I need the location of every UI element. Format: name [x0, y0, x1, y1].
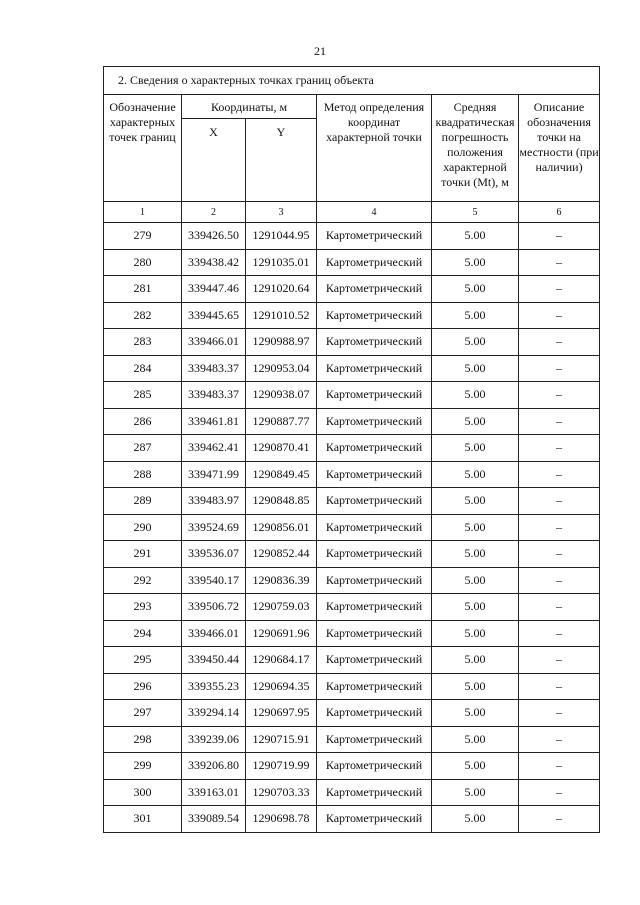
cell-mt: 5.00	[432, 700, 519, 727]
cell-y: 1290848.85	[246, 488, 317, 515]
cell-mt: 5.00	[432, 753, 519, 780]
cell-point-id: 287	[104, 435, 182, 462]
cell-x: 339163.01	[182, 779, 246, 806]
column-number: 1	[104, 202, 182, 223]
header-designation: Обозначение характерных точек границ	[104, 95, 182, 202]
table-row	[104, 249, 600, 276]
cell-description: –	[519, 726, 600, 753]
cell-x: 339206.80	[182, 753, 246, 780]
table-row	[104, 514, 600, 541]
cell-mt: 5.00	[432, 594, 519, 621]
cell-point-id: 301	[104, 806, 182, 833]
table-row	[104, 753, 600, 780]
table-row	[104, 461, 600, 488]
cell-method: Картометрический	[317, 514, 432, 541]
cell-point-id: 292	[104, 567, 182, 594]
header-x: X	[182, 119, 246, 202]
cell-y: 1290691.96	[246, 620, 317, 647]
cell-method: Картометрический	[317, 594, 432, 621]
cell-description: –	[519, 329, 600, 356]
cell-y: 1290836.39	[246, 567, 317, 594]
cell-y: 1291010.52	[246, 302, 317, 329]
cell-description: –	[519, 382, 600, 409]
cell-method: Картометрический	[317, 461, 432, 488]
cell-description: –	[519, 567, 600, 594]
page-number: 21	[314, 44, 326, 58]
cell-mt: 5.00	[432, 567, 519, 594]
cell-x: 339483.97	[182, 488, 246, 515]
cell-mt: 5.00	[432, 408, 519, 435]
column-number: 6	[519, 202, 600, 223]
table-row	[104, 620, 600, 647]
cell-x: 339294.14	[182, 700, 246, 727]
cell-method: Картометрический	[317, 435, 432, 462]
cell-method: Картометрический	[317, 779, 432, 806]
cell-description: –	[519, 541, 600, 568]
cell-x: 339461.81	[182, 408, 246, 435]
table-row	[104, 726, 600, 753]
cell-method: Картометрический	[317, 673, 432, 700]
cell-description: –	[519, 700, 600, 727]
cell-description: –	[519, 435, 600, 462]
cell-x: 339466.01	[182, 620, 246, 647]
column-number: 4	[317, 202, 432, 223]
cell-x: 339524.69	[182, 514, 246, 541]
cell-mt: 5.00	[432, 276, 519, 303]
cell-x: 339540.17	[182, 567, 246, 594]
table-row	[104, 700, 600, 727]
cell-x: 339483.37	[182, 355, 246, 382]
table-row	[104, 302, 600, 329]
cell-x: 339438.42	[182, 249, 246, 276]
cell-mt: 5.00	[432, 223, 519, 250]
cell-point-id: 295	[104, 647, 182, 674]
boundary-points-table	[103, 66, 600, 833]
cell-y: 1290953.04	[246, 355, 317, 382]
cell-description: –	[519, 355, 600, 382]
header-coordinates: Координаты, м	[182, 95, 317, 119]
cell-y: 1290684.17	[246, 647, 317, 674]
cell-description: –	[519, 488, 600, 515]
cell-y: 1291044.95	[246, 223, 317, 250]
table-row	[104, 382, 600, 409]
cell-mt: 5.00	[432, 329, 519, 356]
table-body	[104, 223, 600, 833]
cell-point-id: 290	[104, 514, 182, 541]
cell-mt: 5.00	[432, 541, 519, 568]
cell-mt: 5.00	[432, 514, 519, 541]
cell-description: –	[519, 673, 600, 700]
cell-method: Картометрический	[317, 726, 432, 753]
cell-x: 339466.01	[182, 329, 246, 356]
cell-x: 339239.06	[182, 726, 246, 753]
cell-y: 1290715.91	[246, 726, 317, 753]
cell-y: 1290703.33	[246, 779, 317, 806]
table-row	[104, 567, 600, 594]
cell-point-id: 296	[104, 673, 182, 700]
cell-mt: 5.00	[432, 726, 519, 753]
cell-method: Картометрический	[317, 567, 432, 594]
table-row	[104, 223, 600, 250]
table-row	[104, 806, 600, 833]
cell-point-id: 285	[104, 382, 182, 409]
cell-y: 1290988.97	[246, 329, 317, 356]
cell-point-id: 293	[104, 594, 182, 621]
cell-y: 1291020.64	[246, 276, 317, 303]
column-number: 2	[182, 202, 246, 223]
cell-point-id: 283	[104, 329, 182, 356]
header-description: Описание обозначения точки на местности (при наличии)	[519, 95, 600, 202]
cell-method: Картометрический	[317, 276, 432, 303]
cell-point-id: 282	[104, 302, 182, 329]
table-row	[104, 779, 600, 806]
cell-y: 1290938.07	[246, 382, 317, 409]
cell-mt: 5.00	[432, 461, 519, 488]
cell-y: 1290698.78	[246, 806, 317, 833]
cell-point-id: 286	[104, 408, 182, 435]
column-number: 3	[246, 202, 317, 223]
table-row	[104, 435, 600, 462]
table-row	[104, 329, 600, 356]
cell-mt: 5.00	[432, 779, 519, 806]
table-row	[104, 673, 600, 700]
cell-mt: 5.00	[432, 673, 519, 700]
cell-method: Картометрический	[317, 647, 432, 674]
cell-description: –	[519, 461, 600, 488]
header-method: Метод определения координат характерной точки	[317, 95, 432, 202]
cell-point-id: 298	[104, 726, 182, 753]
cell-x: 339462.41	[182, 435, 246, 462]
table-row	[104, 488, 600, 515]
cell-x: 339450.44	[182, 647, 246, 674]
cell-method: Картометрический	[317, 700, 432, 727]
cell-description: –	[519, 408, 600, 435]
column-numbers-row	[104, 202, 600, 223]
cell-method: Картометрический	[317, 382, 432, 409]
cell-description: –	[519, 779, 600, 806]
cell-point-id: 280	[104, 249, 182, 276]
cell-description: –	[519, 806, 600, 833]
table-row	[104, 594, 600, 621]
cell-method: Картометрический	[317, 355, 432, 382]
cell-y: 1291035.01	[246, 249, 317, 276]
cell-x: 339483.37	[182, 382, 246, 409]
cell-description: –	[519, 302, 600, 329]
cell-x: 339445.65	[182, 302, 246, 329]
cell-mt: 5.00	[432, 302, 519, 329]
cell-method: Картометрический	[317, 223, 432, 250]
cell-y: 1290759.03	[246, 594, 317, 621]
cell-point-id: 297	[104, 700, 182, 727]
cell-y: 1290870.41	[246, 435, 317, 462]
cell-point-id: 300	[104, 779, 182, 806]
cell-mt: 5.00	[432, 249, 519, 276]
cell-y: 1290719.99	[246, 753, 317, 780]
cell-point-id: 299	[104, 753, 182, 780]
cell-point-id: 288	[104, 461, 182, 488]
cell-mt: 5.00	[432, 382, 519, 409]
table-row	[104, 408, 600, 435]
cell-x: 339447.46	[182, 276, 246, 303]
cell-method: Картометрический	[317, 249, 432, 276]
cell-method: Картометрический	[317, 329, 432, 356]
header-mt: Средняя квадратическая погрешность положения характерной точки (Mt), м	[432, 95, 519, 202]
cell-description: –	[519, 249, 600, 276]
cell-point-id: 291	[104, 541, 182, 568]
column-number: 5	[432, 202, 519, 223]
table-row	[104, 647, 600, 674]
table-row	[104, 355, 600, 382]
cell-x: 339536.07	[182, 541, 246, 568]
header-y: Y	[246, 119, 317, 202]
cell-description: –	[519, 753, 600, 780]
cell-x: 339506.72	[182, 594, 246, 621]
cell-mt: 5.00	[432, 620, 519, 647]
cell-description: –	[519, 594, 600, 621]
cell-method: Картометрический	[317, 806, 432, 833]
cell-y: 1290849.45	[246, 461, 317, 488]
cell-description: –	[519, 223, 600, 250]
section-title: 2. Сведения о характерных точках границ объекта	[104, 67, 600, 95]
cell-method: Картометрический	[317, 620, 432, 647]
cell-point-id: 279	[104, 223, 182, 250]
cell-y: 1290694.35	[246, 673, 317, 700]
cell-mt: 5.00	[432, 435, 519, 462]
cell-x: 339426.50	[182, 223, 246, 250]
cell-point-id: 281	[104, 276, 182, 303]
cell-description: –	[519, 276, 600, 303]
cell-method: Картометрический	[317, 541, 432, 568]
cell-method: Картометрический	[317, 408, 432, 435]
cell-y: 1290856.01	[246, 514, 317, 541]
table-row	[104, 276, 600, 303]
cell-x: 339471.99	[182, 461, 246, 488]
cell-point-id: 289	[104, 488, 182, 515]
cell-x: 339355.23	[182, 673, 246, 700]
cell-point-id: 284	[104, 355, 182, 382]
cell-y: 1290887.77	[246, 408, 317, 435]
cell-point-id: 294	[104, 620, 182, 647]
cell-mt: 5.00	[432, 806, 519, 833]
cell-description: –	[519, 620, 600, 647]
cell-description: –	[519, 514, 600, 541]
cell-method: Картометрический	[317, 302, 432, 329]
cell-y: 1290852.44	[246, 541, 317, 568]
cell-method: Картометрический	[317, 488, 432, 515]
cell-y: 1290697.95	[246, 700, 317, 727]
cell-mt: 5.00	[432, 488, 519, 515]
table-row	[104, 541, 600, 568]
cell-mt: 5.00	[432, 647, 519, 674]
cell-mt: 5.00	[432, 355, 519, 382]
cell-x: 339089.54	[182, 806, 246, 833]
cell-description: –	[519, 647, 600, 674]
cell-method: Картометрический	[317, 753, 432, 780]
